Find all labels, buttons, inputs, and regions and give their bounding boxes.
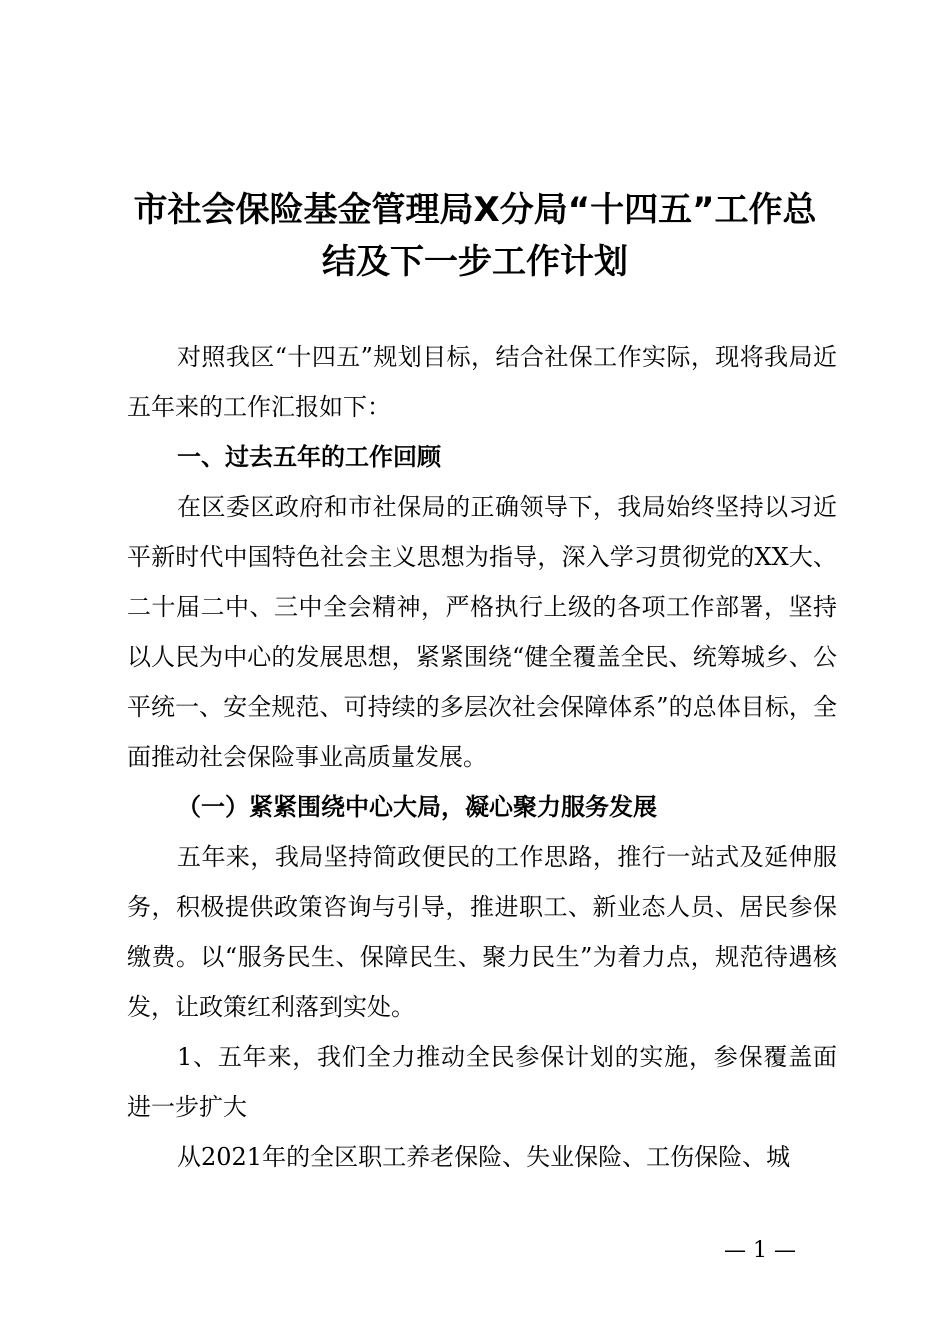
intro-paragraph: 对照我区“十四五”规划目标，结合社保工作实际，现将我局近五年来的工作汇报如下：: [127, 343, 837, 421]
body-paragraph: 五年来，我局坚持简政便民的工作思路，推行一站式及延伸服务，积极提供政策咨询与引导，推进职工、新业态人员、居民参保缴费。以“服务民生、保障民生、聚力民生”为着力点，规范待遇核发，让政策红利落到实处。: [127, 843, 837, 1021]
section-heading-1: 一、过去五年的工作回顾: [177, 443, 441, 471]
numbered-item-1: 1、五年来，我们全力推动全民参保计划的实施，参保覆盖面进一步扩大: [127, 1043, 837, 1121]
body-paragraph: 在区委区政府和市社保局的正确领导下，我局始终坚持以习近平新时代中国特色社会主义思想为指导，深入学习贯彻党的XX大、二十届二中、三中全会精神，严格执行上级的各项工作部署，坚持以人民为中心的发展思想，紧紧围绕“健全覆盖全民、统筹城乡、公平统一、安全规范、可持续的多层次社会保障体系”的总体目标，全面推动社会保险事业高质量发展。: [127, 493, 837, 771]
title-line-1: 市社会保险基金管理局X分局“十四五”工作总: [133, 190, 817, 230]
title-line-2: 结及下一步工作计划: [322, 242, 628, 282]
subsection-heading-1: （一）紧紧围绕中心大局，凝心聚力服务发展: [177, 793, 657, 821]
document-body: [127, 332, 837, 1182]
page-number: — 1 —: [724, 1238, 796, 1263]
document-title: [100, 184, 850, 288]
body-paragraph: 从2021年的全区职工养老保险、失业保险、工伤保险、城: [177, 1143, 791, 1171]
